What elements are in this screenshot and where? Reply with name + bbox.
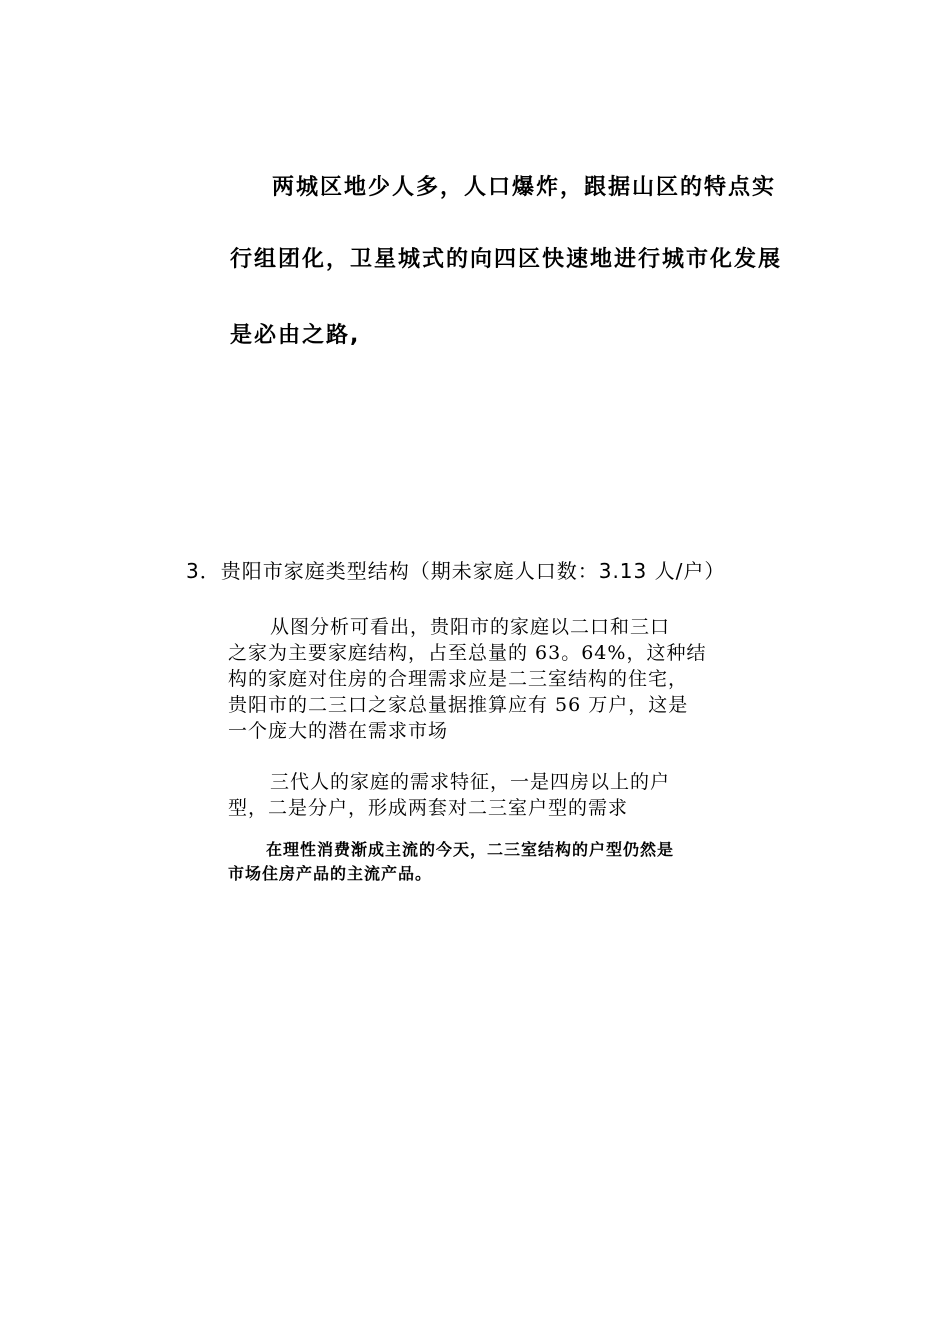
intro-line-1: 两城区地少人多，人口爆炸，跟据山区的特点实: [272, 175, 777, 200]
intro-line-3: 是必由之路,: [230, 323, 361, 348]
conclusion-line-1: 在理性消费渐成主流的今天，二三室结构的户型仍然是: [266, 840, 675, 859]
intro-line-2: 行组团化，卫星城式的向四区快速地进行城市化发展: [230, 247, 783, 272]
conclusion-line-2: 市场住房产品的主流产品。: [228, 864, 433, 883]
analysis-line-4: 贵阳市的二三口之家总量据推算应有 56 万户，这是: [228, 694, 689, 716]
analysis-line-1: 从图分析可看出，贵阳市的家庭以二口和三口: [270, 616, 671, 638]
multigeneration-line-2: 型，二是分户，形成两套对二三室户型的需求: [228, 797, 629, 819]
multigeneration-line-1: 三代人的家庭的需求特征，一是四房以上的户: [270, 771, 671, 793]
section-heading: 3．贵阳市家庭类型结构（期未家庭人口数：3.13 人/户）: [186, 559, 726, 583]
analysis-line-3: 构的家庭对住房的合理需求应是二三室结构的住宅，: [228, 668, 689, 690]
analysis-line-5: 一个庞大的潜在需求市场: [228, 720, 449, 742]
analysis-line-2: 之家为主要家庭结构，占至总量的 63。64%，这种结: [228, 642, 707, 664]
